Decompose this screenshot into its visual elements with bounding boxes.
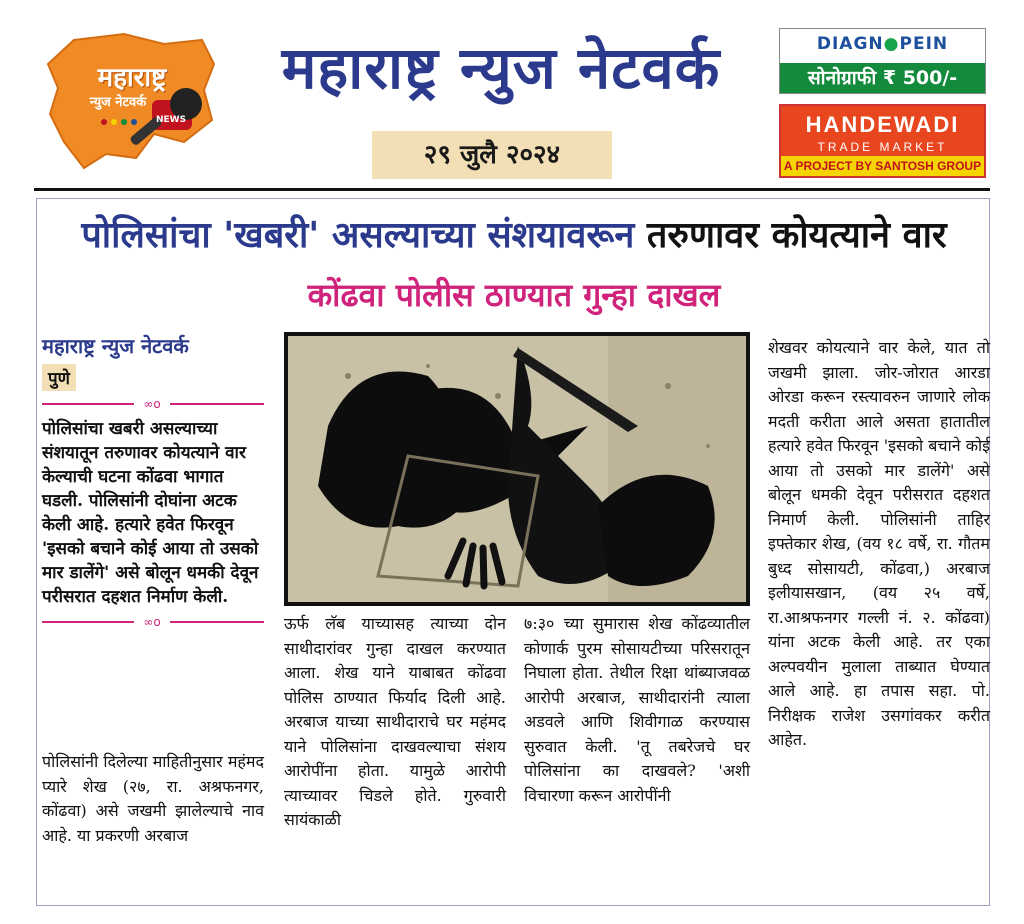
divider-bottom — [42, 615, 264, 629]
handewadi-strip: A PROJECT BY SANTOSH GROUP — [781, 156, 984, 176]
article-headline — [44, 208, 984, 264]
body-column-1: पोलिसांनी दिलेल्या माहितीनुसार महंमद प्यारे शेख (२७, रा. अश्रफनगर, कोंढवा) असे जखमी झालेल्याचे नाव आहे. या प्रकरणी अरबाज — [42, 752, 264, 845]
dateline-place: पुणे — [42, 364, 76, 391]
masthead-logo — [44, 30, 222, 180]
issue-date: २९ जुलै २०२४ — [372, 131, 612, 179]
logo-line2: न्युज नेटवर्क — [89, 95, 147, 110]
ornament-icon: ∞o — [134, 615, 170, 629]
body-column-4: शेखवर कोयत्याने वार केले, यात तो जखमी झाला. जोर-जोरात आरडा ओरडा करून रस्त्यावरुन जाणारे लोक मदती करीता आले असता हातातील हत्यारे हवेत फिरवून 'इसको बचाने कोई आया तो उसको मार डालेंगे' असे बोलून धमकी देवून परीसरात दहशत निमार्ण केली. पोलिसांनी ताहिर इफ्तेकार शेख, (वय १८ वर्षे, रा. गौतम बुध्द सोसायटी, कोंढवा,) अरबाज इलीयासखान, (वय २५ वर्षे, रा.आश्रफनगर गल्ली नं. २. कोंढवा) यांना अटक केली आहे. तर एका अल्पवयीन मुलाला ताब्यात घेण्यात आले आहे. हा तपास सहा. पो. निरीक्षक राजेश उसगांवकर करीत आहेत. — [768, 338, 990, 749]
body-column-2: ऊर्फ लॅब याच्यासह त्याच्या दोन साथीदारांवर गुन्हा दाखल करण्यात आला. शेख याने याबाबत कोंढवा पोलिस ठाण्यात फिर्याद दिली आहे. अरबाज याच्या साथीदाराचे घर महंमद याने पोलिसांना दाखवल्याचा संशय आरोपींना होता. यामुळे आरोपी त्याच्यावर चिडले होते. गुरुवारी सायंकाळी — [284, 614, 506, 829]
handewadi-title: HANDEWADI — [805, 112, 960, 137]
diagnopein-brand-a: DIAGN — [816, 34, 884, 54]
diagnopein-offer: सोनोग्राफी ₹ 500/- — [780, 63, 985, 93]
headline-part1: पोलिसांचा 'खबरी' असल्याच्या संशयावरून — [81, 215, 635, 256]
diagnopein-ad[interactable] — [779, 28, 986, 94]
diagnopein-brand — [780, 29, 985, 63]
article-summary: पोलिसांचा खबरी असल्याच्या संशयातून तरुणावर कोयत्याने वार केल्याची घटना कोंढवा भागात घडली. पोलिसांनी दोघांना अटक केली आहे. हत्यारे हवेत फिरवून 'इसको बचाने कोई आया तो उसको मार डालेंगे' असे बोलून धमकी देवून परीसरात दहशत निर्माण केली. — [42, 419, 259, 607]
mic-news-label: NEWS — [156, 115, 187, 125]
crime-illustration-image — [284, 332, 750, 606]
left-column — [42, 330, 264, 635]
masthead-title: महाराष्ट्र न्युज नेटवर्क — [281, 34, 721, 102]
masthead-rule — [34, 188, 990, 191]
handewadi-subtitle: TRADE MARKET — [817, 140, 948, 154]
ornament-icon: ∞o — [134, 397, 170, 411]
byline: महाराष्ट्र न्युज नेटवर्क — [42, 334, 189, 358]
article-subheadline: कोंढवा पोलीस ठाण्यात गुन्हा दाखल — [307, 276, 721, 314]
headline-part2: तरुणावर कोयत्याने वार — [646, 215, 947, 256]
divider-top — [42, 397, 264, 411]
handewadi-ad[interactable] — [779, 104, 986, 178]
diagnopein-o-icon: ● — [883, 34, 900, 54]
body-column-3: ७:३० च्या सुमारास शेख कोंढव्यातील कोणार्क पुरम सोसायटीच्या परिसरातून निघाला होता. तेथील रिक्षा थांब्याजवळ आरोपी अरबाज, साथीदारांनी त्याला अडवले आणि शिवीगाळ करण्यास सुरुवात केली. 'तू तबरेजचे घर पोलिसांना का दाखवले? 'अशी विचारणा करून आरोपींनी — [524, 614, 750, 805]
diagnopein-brand-b: PEIN — [899, 34, 949, 54]
logo-line1: महाराष्ट्र — [97, 63, 167, 93]
